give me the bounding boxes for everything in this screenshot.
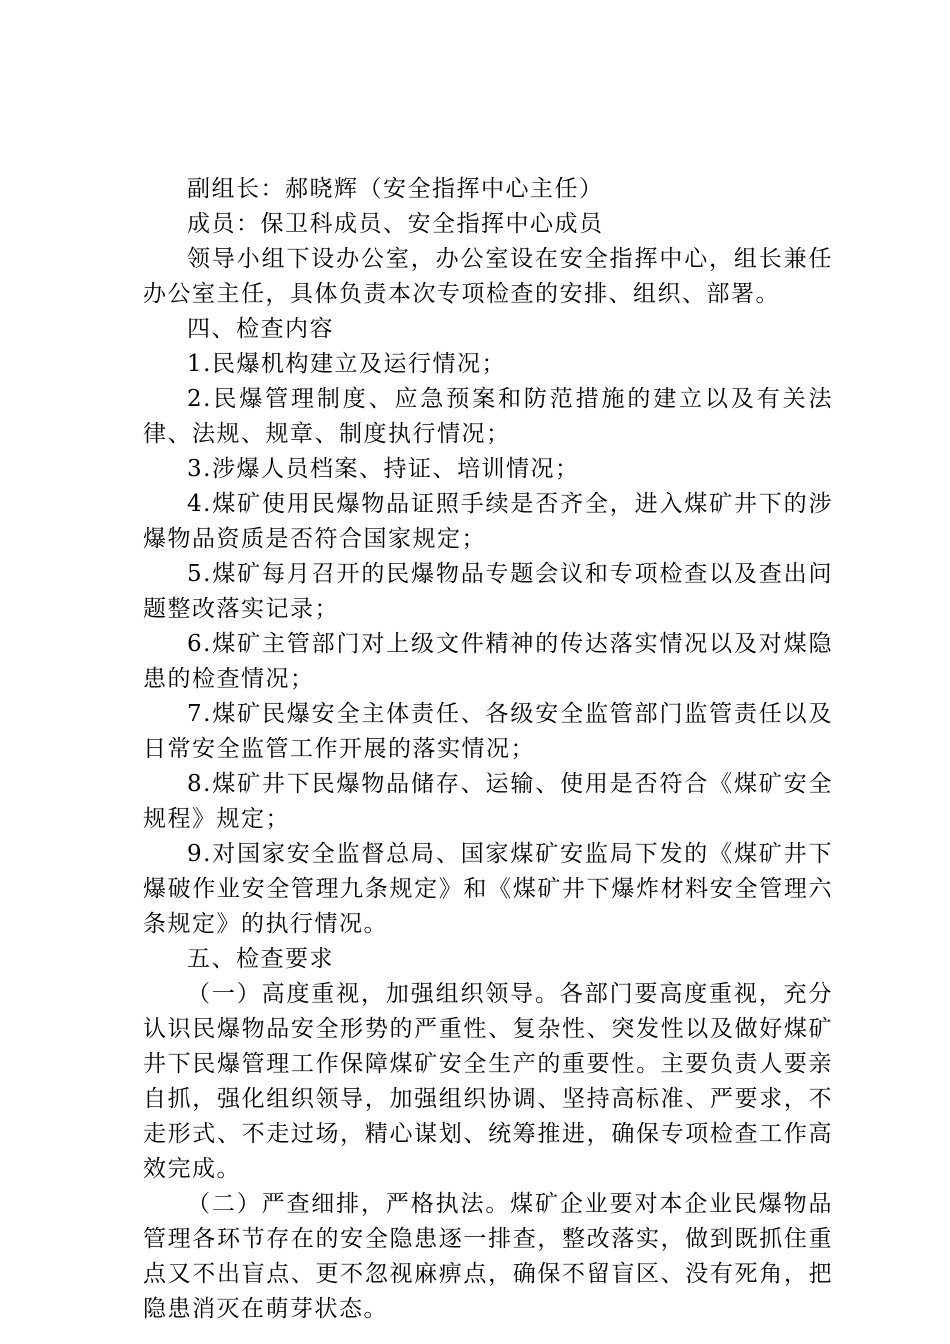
section-heading-inspection-requirements: 五、检查要求: [187, 946, 334, 972]
paragraph-members: 成员：保卫科成员、安全指挥中心成员: [187, 211, 604, 237]
document-body: [143, 172, 833, 1327]
list-item-6: 6.煤矿主管部门对上级文件精神的传达落实情况以及对煤隐患的检查情况；: [143, 631, 833, 692]
list-item-7: 7.煤矿民爆安全主体责任、各级安全监管部门监管责任以及日常安全监管工作开展的落实情况；: [143, 701, 833, 762]
list-item-1: 1.民爆机构建立及运行情况；: [187, 351, 506, 377]
list-item-5: 5.煤矿每月召开的民爆物品专题会议和专项检查以及查出问题整改落实记录；: [143, 561, 833, 622]
requirement-paragraph-2: （二）严查细排，严格执法。煤矿企业要对本企业民爆物品管理各环节存在的安全隐患逐一排查，整改落实，做到既抓住重点又不出盲点、更不忽视麻痹点，确保不留盲区、没有死角，把隐患消灭在萌芽状态。: [143, 1191, 833, 1322]
section-heading-inspection-content: 四、检查内容: [187, 316, 334, 342]
requirement-paragraph-1: （一）高度重视，加强组织领导。各部门要高度重视，充分认识民爆物品安全形势的严重性、复杂性、突发性以及做好煤矿井下民爆管理工作保障煤矿安全生产的重要性。主要负责人要亲自抓，强化组织领导，加强组织协调、坚持高标准、严要求，不走形式、不走过场，精心谋划、统筹推进，确保专项检查工作高效完成。: [143, 981, 833, 1182]
list-item-2: 2.民爆管理制度、应急预案和防范措施的建立以及有关法律、法规、规章、制度执行情况；: [143, 386, 833, 447]
paragraph-office: 领导小组下设办公室，办公室设在安全指挥中心，组长兼任办公室主任，具体负责本次专项检查的安排、组织、部署。: [143, 246, 833, 307]
list-item-9: 9.对国家安全监督总局、国家煤矿安监局下发的《煤矿井下爆破作业安全管理九条规定》和《煤矿井下爆炸材料安全管理六条规定》的执行情况。: [143, 841, 833, 937]
paragraph-deputy-leader: 副组长：郝晓辉（安全指挥中心主任）: [187, 176, 604, 202]
list-item-8: 8.煤矿井下民爆物品储存、运输、使用是否符合《煤矿安全规程》规定；: [143, 771, 833, 832]
list-item-3: 3.涉爆人员档案、持证、培训情况；: [187, 456, 580, 482]
list-item-4: 4.煤矿使用民爆物品证照手续是否齐全，进入煤矿井下的涉爆物品资质是否符合国家规定；: [143, 491, 833, 552]
